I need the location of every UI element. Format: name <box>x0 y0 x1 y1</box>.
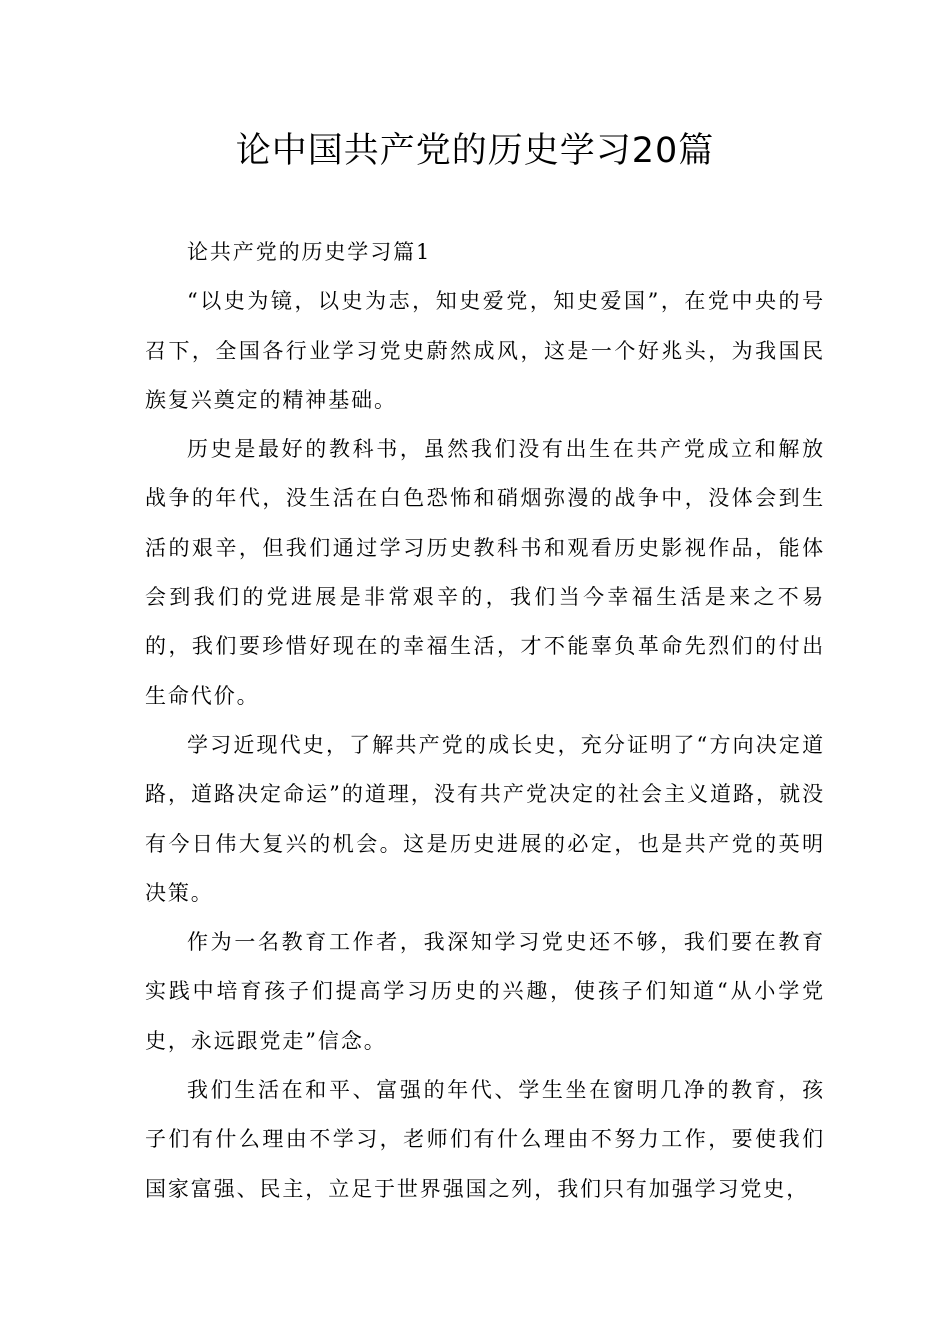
document-body <box>145 228 825 1214</box>
section-heading: 论共产党的历史学习篇1 <box>187 240 432 264</box>
document-title: 论中国共产党的历史学习20篇 <box>235 131 715 171</box>
paragraph: “以史为镜，以史为志，知史爱党，知史爱国”，在党中央的号召下，全国各行业学习党史蔚然成风，这是一个好兆头，为我国民族复兴奠定的精神基础。 <box>145 289 825 412</box>
paragraph: 作为一名教育工作者，我深知学习党史还不够，我们要在教育实践中培育孩子们提高学习历史的兴趣，使孩子们知道“从小学党史，永远跟党走”信念。 <box>145 930 825 1053</box>
paragraph: 我们生活在和平、富强的年代、学生坐在窗明几净的教育，孩子们有什么理由不学习，老师们有什么理由不努力工作，要使我们国家富强、民主，立足于世界强国之列，我们只有加强学习党史， <box>145 1078 825 1201</box>
paragraph: 历史是最好的教科书，虽然我们没有出生在共产党成立和解放战争的年代，没生活在白色恐怖和硝烟弥漫的战争中，没体会到生活的艰辛，但我们通过学习历史教科书和观看历史影视作品，能体会到我们的党进展是非常艰辛的，我们当今幸福生活是来之不易的，我们要珍惜好现在的幸福生活，才不能辜负革命先烈们的付出生命代价。 <box>145 437 825 708</box>
paragraph: 学习近现代史，了解共产党的成长史，充分证明了“方向决定道路，道路决定命运”的道理，没有共产党决定的社会主义道路，就没有今日伟大复兴的机会。这是历史进展的必定，也是共产党的英明决策。 <box>145 732 825 905</box>
